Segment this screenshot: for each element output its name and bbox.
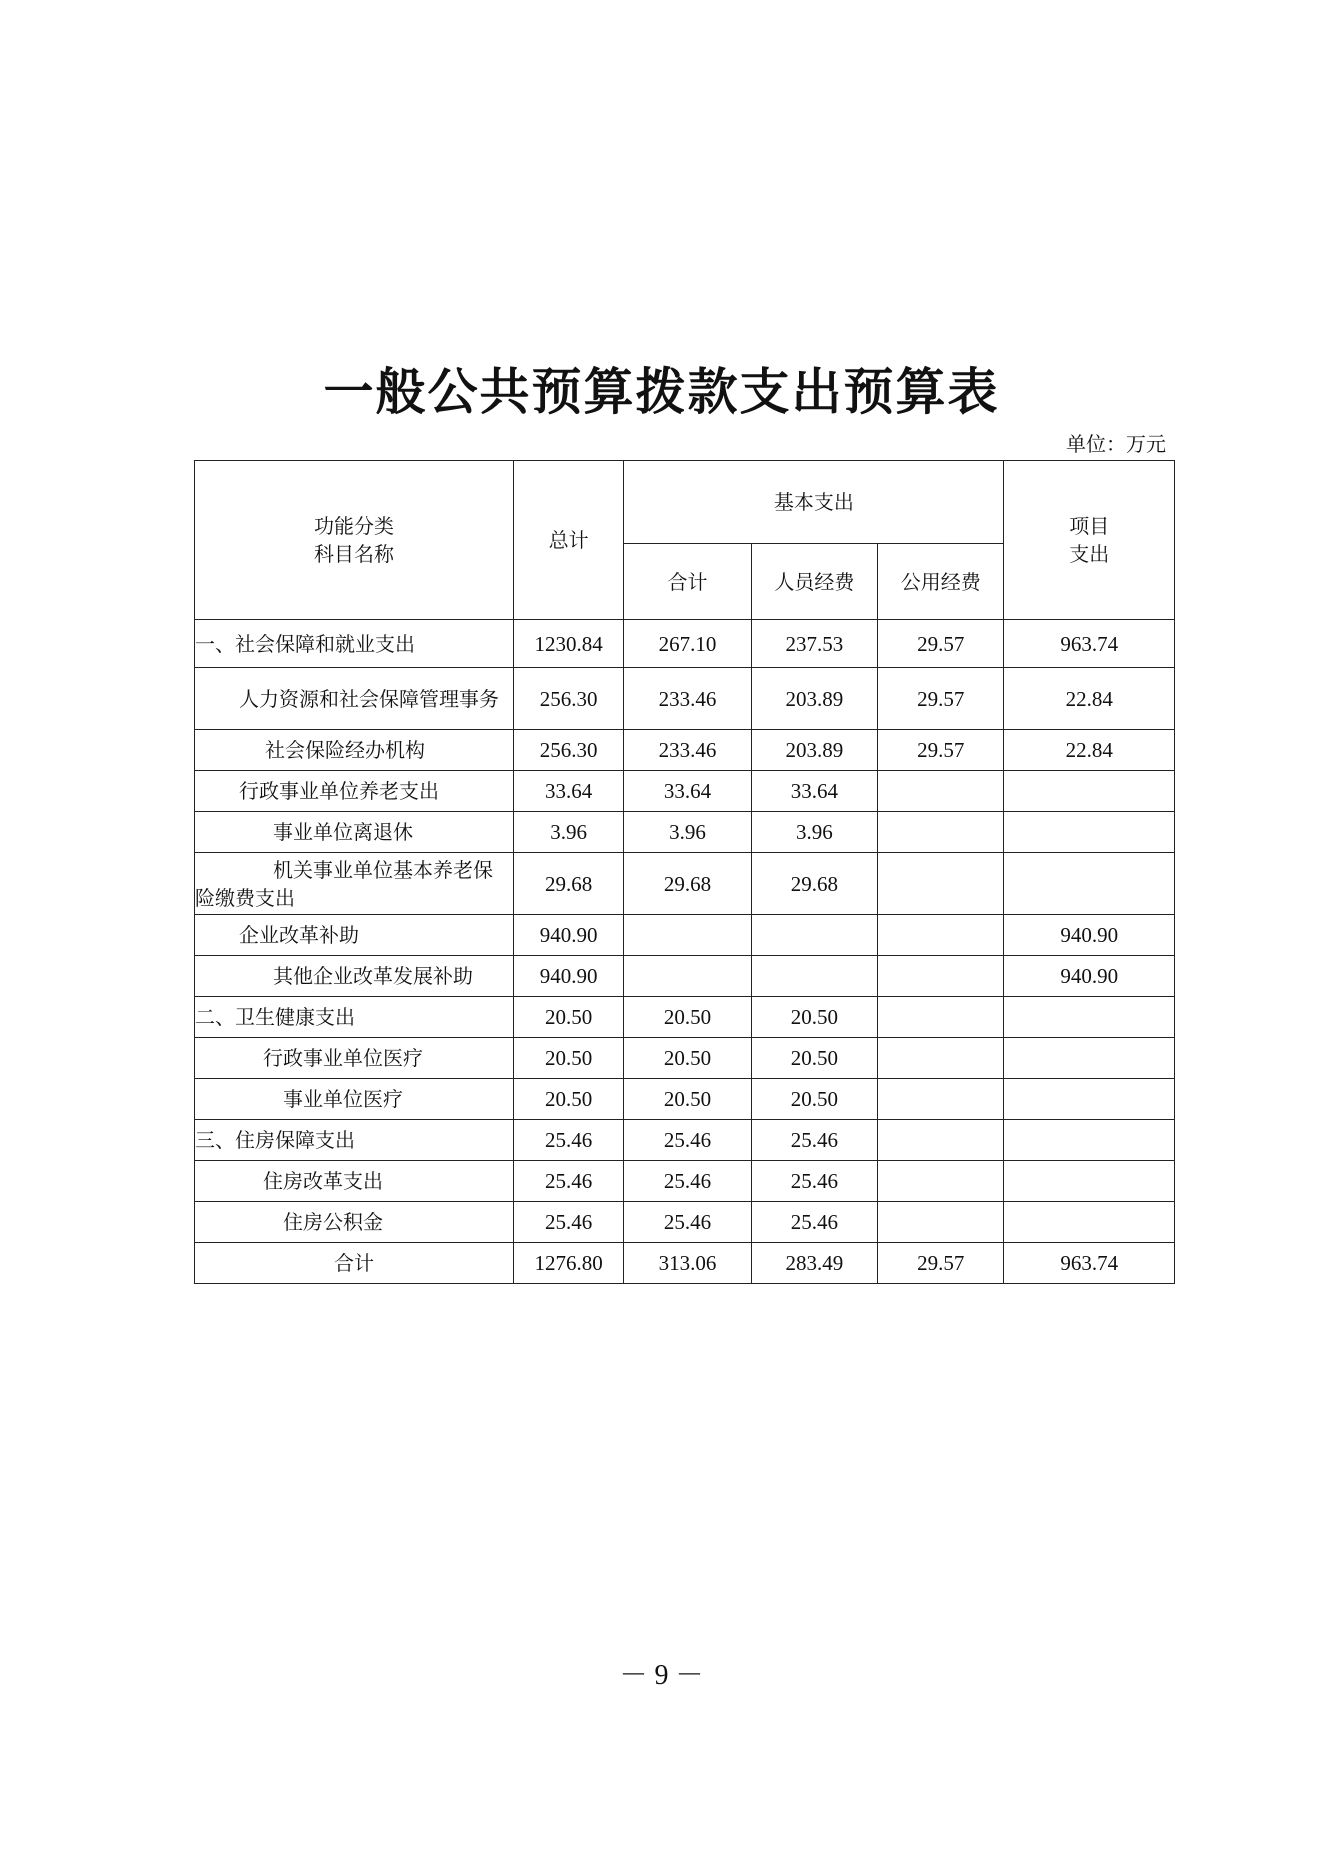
row-public: [878, 1038, 1004, 1079]
row-project: [1004, 997, 1175, 1038]
row-name: 其他企业改革发展补助: [195, 956, 514, 997]
header-category: [195, 461, 514, 620]
table-row: [195, 1161, 1175, 1202]
sum-row: [195, 1243, 1175, 1284]
row-total: 20.50: [513, 1038, 623, 1079]
sum-row-project: 963.74: [1004, 1243, 1175, 1284]
row-public: [878, 915, 1004, 956]
sum-row-public: 29.57: [878, 1243, 1004, 1284]
row-public: 29.57: [878, 668, 1004, 730]
row-subtotal: 233.46: [624, 668, 751, 730]
row-public: 29.57: [878, 620, 1004, 668]
row-total: 1230.84: [513, 620, 623, 668]
table-row: [195, 668, 1175, 730]
row-name: 事业单位离退休: [195, 812, 514, 853]
row-total: 33.64: [513, 771, 623, 812]
header-subtotal: 合计: [624, 544, 751, 620]
row-subtotal: 25.46: [624, 1161, 751, 1202]
page-number: － 9 －: [619, 1660, 704, 1691]
row-subtotal: 25.46: [624, 1120, 751, 1161]
row-total: 25.46: [513, 1120, 623, 1161]
row-personnel: 3.96: [751, 812, 877, 853]
row-public: [878, 853, 1004, 915]
row-project: [1004, 1120, 1175, 1161]
sum-row-total: 1276.80: [513, 1243, 623, 1284]
row-public: [878, 1079, 1004, 1120]
row-public: [878, 997, 1004, 1038]
table-row: [195, 1202, 1175, 1243]
row-public: [878, 1161, 1004, 1202]
table-row: [195, 956, 1175, 997]
row-public: [878, 1120, 1004, 1161]
row-project: [1004, 1161, 1175, 1202]
row-subtotal: 20.50: [624, 997, 751, 1038]
header-project-line1: 项目: [1069, 514, 1110, 538]
page-title: 一般公共预算拨款支出预算表: [323, 362, 1000, 421]
table-row: [195, 1038, 1175, 1079]
header-personnel: 人员经费: [751, 544, 877, 620]
row-name: 社会保险经办机构: [195, 730, 514, 771]
row-subtotal: 267.10: [624, 620, 751, 668]
row-personnel: 20.50: [751, 1079, 877, 1120]
row-project: [1004, 812, 1175, 853]
row-name: 行政事业单位医疗: [195, 1038, 514, 1079]
row-name: 人力资源和社会保障管理事务: [195, 668, 514, 730]
row-project: [1004, 853, 1175, 915]
row-public: 29.57: [878, 730, 1004, 771]
table-row: [195, 915, 1175, 956]
row-personnel: 20.50: [751, 1038, 877, 1079]
row-total: 3.96: [513, 812, 623, 853]
row-public: [878, 812, 1004, 853]
row-public: [878, 1202, 1004, 1243]
row-total: 25.46: [513, 1202, 623, 1243]
header-project-line2: 支出: [1069, 542, 1110, 566]
row-project: [1004, 1202, 1175, 1243]
row-total: 20.50: [513, 1079, 623, 1120]
row-subtotal: 33.64: [624, 771, 751, 812]
row-total: 940.90: [513, 956, 623, 997]
row-subtotal: [624, 915, 751, 956]
row-project: 940.90: [1004, 915, 1175, 956]
row-name: 一、社会保障和就业支出: [195, 620, 514, 668]
header-basic: 基本支出: [624, 461, 1004, 544]
table-row: [195, 771, 1175, 812]
header-public: 公用经费: [878, 544, 1004, 620]
row-name: 机关事业单位基本养老保险缴费支出: [195, 853, 514, 915]
row-name: 事业单位医疗: [195, 1079, 514, 1120]
row-total: 29.68: [513, 853, 623, 915]
budget-table: [194, 460, 1175, 1284]
row-subtotal: 3.96: [624, 812, 751, 853]
row-personnel: 203.89: [751, 730, 877, 771]
sum-row-subtotal: 313.06: [624, 1243, 751, 1284]
table-row: [195, 620, 1175, 668]
row-name: 三、住房保障支出: [195, 1120, 514, 1161]
row-name: 住房改革支出: [195, 1161, 514, 1202]
row-name: 二、卫生健康支出: [195, 997, 514, 1038]
table-row: [195, 730, 1175, 771]
row-public: [878, 956, 1004, 997]
table-row: [195, 997, 1175, 1038]
row-public: [878, 771, 1004, 812]
row-personnel: 25.46: [751, 1120, 877, 1161]
row-total: 940.90: [513, 915, 623, 956]
row-subtotal: 20.50: [624, 1038, 751, 1079]
header-category-line2: 科目名称: [313, 542, 394, 566]
row-project: [1004, 1079, 1175, 1120]
row-personnel: [751, 915, 877, 956]
row-project: [1004, 1038, 1175, 1079]
row-personnel: 237.53: [751, 620, 877, 668]
row-personnel: 33.64: [751, 771, 877, 812]
row-name: 住房公积金: [195, 1202, 514, 1243]
row-personnel: 25.46: [751, 1202, 877, 1243]
row-personnel: 29.68: [751, 853, 877, 915]
row-project: 22.84: [1004, 730, 1175, 771]
table-row: [195, 1079, 1175, 1120]
row-project: [1004, 771, 1175, 812]
row-total: 20.50: [513, 997, 623, 1038]
row-name: 行政事业单位养老支出: [195, 771, 514, 812]
row-subtotal: 25.46: [624, 1202, 751, 1243]
row-total: 25.46: [513, 1161, 623, 1202]
sum-row-name: 合计: [195, 1243, 514, 1284]
row-subtotal: [624, 956, 751, 997]
sum-row-personnel: 283.49: [751, 1243, 877, 1284]
row-total: 256.30: [513, 730, 623, 771]
header-project: [1004, 461, 1175, 620]
row-project: 22.84: [1004, 668, 1175, 730]
row-personnel: 203.89: [751, 668, 877, 730]
row-subtotal: 233.46: [624, 730, 751, 771]
row-name: 企业改革补助: [195, 915, 514, 956]
row-project: 940.90: [1004, 956, 1175, 997]
row-subtotal: 20.50: [624, 1079, 751, 1120]
header-total: 总计: [513, 461, 623, 620]
row-personnel: 25.46: [751, 1161, 877, 1202]
row-total: 256.30: [513, 668, 623, 730]
header-category-line1: 功能分类: [313, 514, 394, 538]
row-personnel: 20.50: [751, 997, 877, 1038]
table-row: [195, 1120, 1175, 1161]
row-subtotal: 29.68: [624, 853, 751, 915]
unit-label: 单位：万元: [1066, 432, 1166, 456]
table-row: [195, 853, 1175, 915]
row-project: 963.74: [1004, 620, 1175, 668]
table-row: [195, 812, 1175, 853]
row-personnel: [751, 956, 877, 997]
